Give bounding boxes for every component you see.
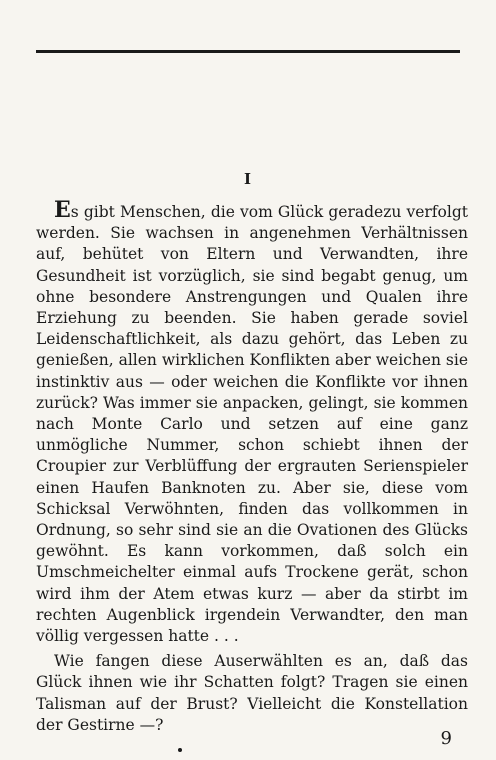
initial-letter: E — [54, 197, 71, 223]
top-rule — [36, 50, 460, 53]
chapter-number: I — [243, 170, 253, 188]
page-number: 9 — [440, 728, 452, 749]
paragraph-2-text: Wie fangen diese Auserwählten es an, daß das Glück ihnen wie ihr Schatten folgt? Tragen sie einen Talisman auf der Brust? Vielleicht die Konstellation der Gestirne —? — [36, 652, 468, 734]
paragraph-2 — [36, 651, 468, 736]
body-text — [36, 197, 468, 736]
print-speck — [178, 748, 182, 752]
paragraph-1 — [36, 197, 468, 647]
paragraph-1-text: s gibt Menschen, die vom Glück geradezu verfolgt werden. Sie wachsen in angenehmen Verhältnissen auf, behütet von Eltern und Verwandten, ihre Gesundheit ist vorzüglich, sie sind begabt genug, um ohne besondere Anstrengungen und Qualen ihre Erziehung zu beenden. Sie haben gerade soviel Leidenschaftlichkeit, als dazu gehört, das Leben zu genießen, allen wirklichen Konflikten aber weichen sie instinktiv aus — oder weichen die Konflikte vor ihnen zurück? Was immer sie anpacken, gelingt, sie kommen nach Monte Carlo und setzen auf eine ganz unmögliche Nummer, schon schiebt ihnen der Croupier zur Verblüffung der ergrauten Serienspieler einen Haufen Banknoten zu. Aber sie, diese vom Schicksal Verwöhnten, finden das vollkommen in Ordnung, so sehr sind sie an die Ovationen des Glücks gewöhnt. Es kann vorkommen, daß solch ein Umschmeichelter einmal aufs Trockene gerät, schon wird ihm der Atem etwas kurz — aber da stirbt im rechten Augenblick irgendein Verwandter, den man völlig vergessen hatte . . . — [36, 203, 468, 646]
